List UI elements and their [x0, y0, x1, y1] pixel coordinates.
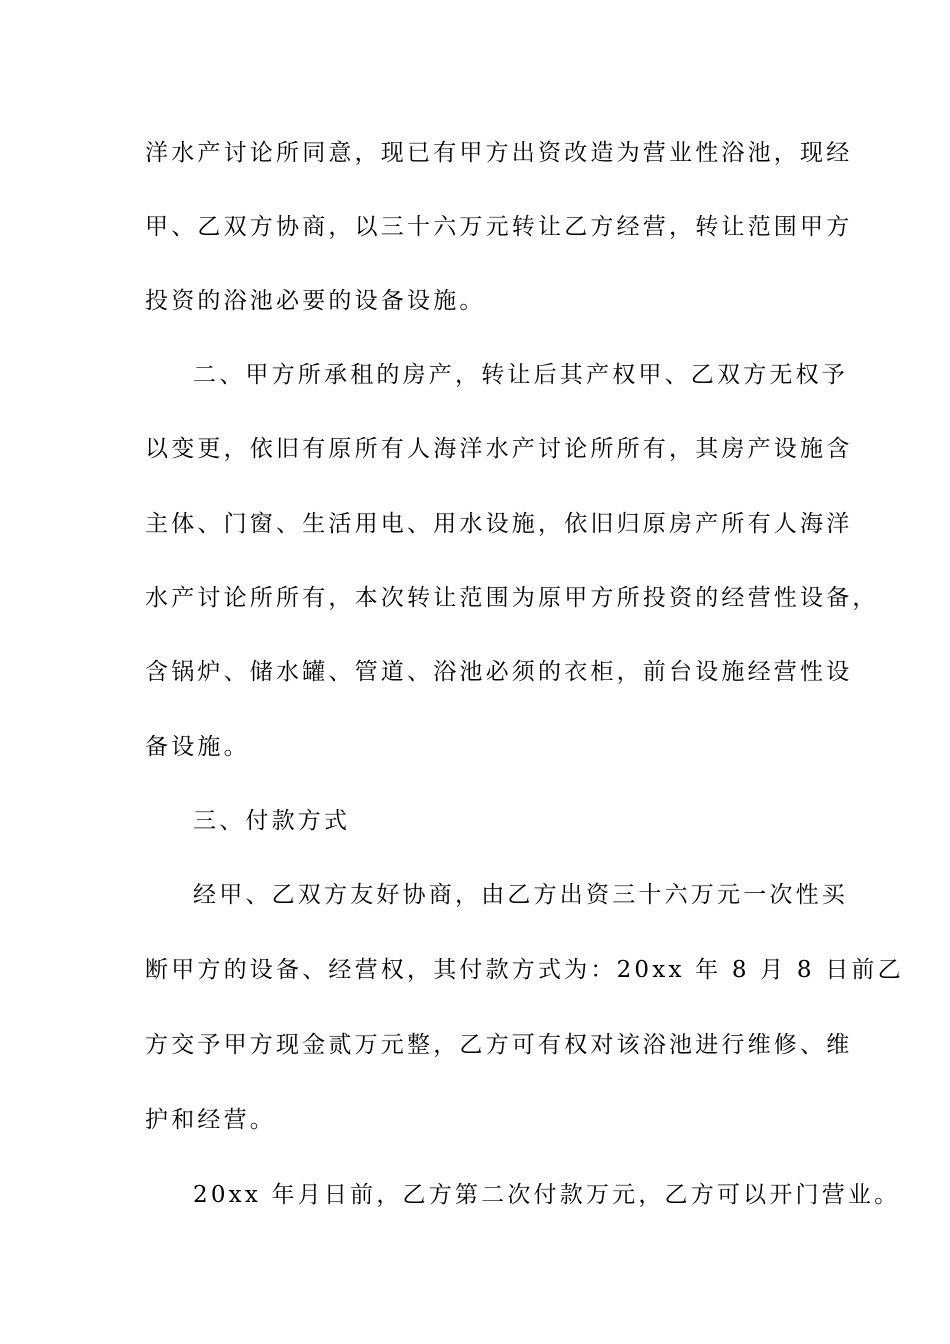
paragraph-2-line-2: 以变更，依旧有原所有人海洋水产讨论所所有，其房产设施含: [145, 436, 853, 462]
paragraph-3-line-4: 护和经营。: [145, 1107, 276, 1133]
paragraph-2-line-6: 备设施。: [145, 734, 250, 760]
paragraph-4-line-1: 20xx 年月日前，乙方第二次付款万元，乙方可以开门营业。: [193, 1182, 901, 1208]
paragraph-2-line-1: 二、甲方所承租的房产，转让后其产权甲、乙双方无权予: [193, 362, 848, 388]
paragraph-1-line-1: 洋水产讨论所同意，现已有甲方出资改造为营业性浴池，现经: [145, 140, 853, 166]
paragraph-2-line-3: 主体、门窗、生活用电、用水设施，依旧归原房产所有人海洋: [145, 511, 853, 537]
section-heading-payment: 三、付款方式: [193, 808, 351, 834]
paragraph-3-line-3: 方交予甲方现金贰万元整，乙方可有权对该浴池进行维修、维: [145, 1032, 853, 1058]
paragraph-2-line-5: 含锅炉、储水罐、管道、浴池必须的衣柜，前台设施经营性设: [145, 659, 853, 685]
paragraph-2-line-4: 水产讨论所所有，本次转让范围为原甲方所投资的经营性设备，: [145, 585, 879, 611]
paragraph-1-line-2: 甲、乙双方协商，以三十六万元转让乙方经营，转让范围甲方: [145, 214, 853, 240]
paragraph-3-line-2: 断甲方的设备、经营权，其付款方式为：20xx 年 8 月 8 日前乙: [145, 957, 904, 983]
paragraph-3-line-1: 经甲、乙双方友好协商，由乙方出资三十六万元一次性买: [193, 882, 848, 908]
paragraph-1-line-3: 投资的浴池必要的设备设施。: [145, 288, 486, 314]
